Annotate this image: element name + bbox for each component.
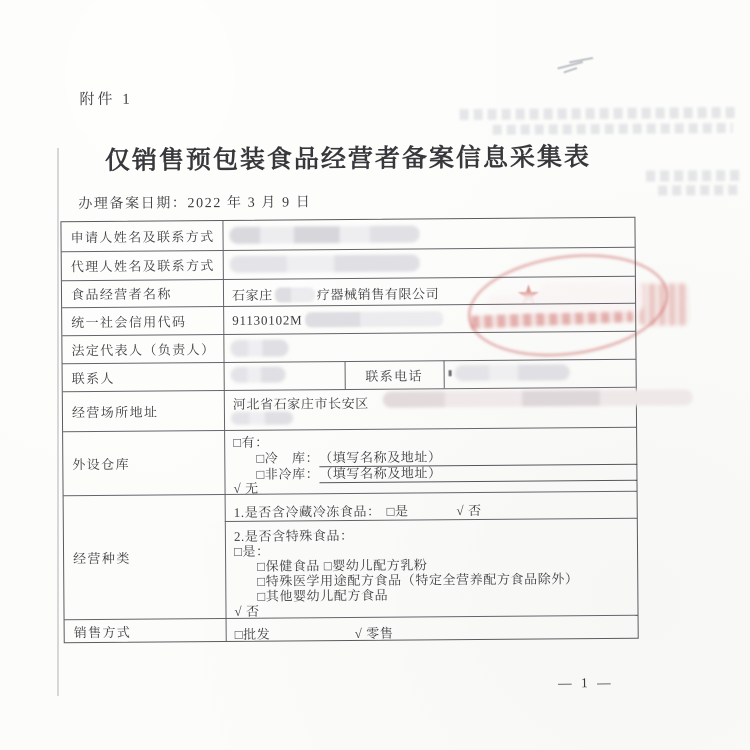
redacted-agent-value bbox=[230, 254, 420, 272]
business-q2-option-2: □特殊医学用途配方食品（特定全营养配方食品除外） bbox=[257, 571, 579, 589]
business-q2-option-3: □其他婴幼儿配方食品 bbox=[257, 587, 389, 604]
warehouse-noncold-placeholder: （填写名称及地址） bbox=[319, 465, 442, 482]
page-title: 仅销售预包装食品经营者备案信息采集表 bbox=[104, 143, 592, 175]
redacted-phone-value bbox=[455, 364, 570, 381]
row-label-applicant: 申请人姓名及联系方式 bbox=[70, 229, 215, 246]
pencil-mark-artifact bbox=[553, 55, 601, 73]
business-q1-no-checked: √ 否 bbox=[456, 502, 482, 519]
credit-code-prefix: 91130102M bbox=[232, 312, 303, 328]
business-q2-label: 2.是否含特殊食品： bbox=[233, 527, 354, 544]
sales-wholesale-checkbox: □批发 bbox=[234, 626, 271, 642]
warehouse-noncold-line bbox=[256, 461, 637, 484]
redacted-address-line1 bbox=[383, 389, 693, 407]
redacted-legal-rep-value bbox=[230, 339, 288, 356]
page-number: — 1 — bbox=[558, 674, 614, 691]
business-q2-option-1: □保健食品 □婴幼儿配方乳粉 bbox=[257, 557, 428, 574]
row-label-credit-code: 统一社会信用代码 bbox=[71, 313, 187, 330]
row-label-sales-method: 销售方式 bbox=[73, 624, 132, 641]
row-label-warehouse: 外设仓库 bbox=[72, 456, 131, 472]
sales-retail-checked: √ 零售 bbox=[354, 625, 394, 641]
operator-name-suffix: 疗器械销售有限公司 bbox=[316, 286, 440, 303]
warehouse-cold-label: □冷 库： bbox=[256, 450, 320, 466]
bleed-through-text bbox=[658, 185, 738, 196]
redacted-applicant-value bbox=[229, 225, 419, 243]
redacted-address-line2 bbox=[231, 411, 293, 424]
business-q1-line bbox=[234, 500, 482, 521]
official-seal bbox=[0, 0, 747, 3]
business-q2-yes-checkbox: □是： bbox=[233, 543, 270, 559]
address-value-prefix: 河北省石家庄市长安区 bbox=[232, 395, 369, 412]
bleed-through-text bbox=[460, 107, 738, 120]
warehouse-option-none: √ 无 bbox=[233, 480, 259, 496]
bleed-through-text bbox=[646, 170, 741, 182]
redacted-credit-code-fragment bbox=[305, 311, 443, 327]
row-label-operator: 食品经营者名称 bbox=[70, 286, 172, 303]
seal-text-blur bbox=[639, 283, 689, 325]
warehouse-noncold-fill-line bbox=[319, 461, 637, 483]
row-label-agent: 代理人姓名及联系方式 bbox=[70, 258, 215, 275]
row-label-legal-rep: 法定代表人（负责人） bbox=[71, 341, 216, 358]
bleed-through-text bbox=[493, 123, 733, 135]
phone-label: 联系电话 bbox=[365, 367, 424, 384]
row-label-address: 经营场所地址 bbox=[71, 404, 159, 420]
warehouse-noncold-label: □非冷库： bbox=[256, 466, 320, 482]
business-q2-no-checked: √ 否 bbox=[234, 603, 260, 619]
credit-code-value bbox=[232, 311, 443, 329]
warehouse-option-has: □有： bbox=[233, 434, 269, 450]
operator-name-value bbox=[232, 283, 439, 304]
business-q1-yes-checkbox: □是 bbox=[386, 503, 409, 519]
filing-date: 办理备案日期：2022 年 3 月 9 日 bbox=[78, 195, 312, 213]
row-label-business-type: 经营种类 bbox=[73, 550, 131, 566]
warehouse-cold-placeholder: （填写名称及地址） bbox=[319, 449, 442, 466]
attachment-label: 附件 1 bbox=[79, 91, 133, 109]
business-q1-label: 1.是否含冷藏冷冻食品： bbox=[233, 503, 381, 520]
operator-name-prefix: 石家庄 bbox=[231, 287, 273, 303]
form-table bbox=[60, 217, 638, 644]
phone-value-fragment bbox=[449, 370, 452, 376]
row-label-contact: 联系人 bbox=[71, 370, 115, 386]
redacted-operator-fragment bbox=[275, 287, 315, 302]
redacted-contact-value bbox=[231, 367, 286, 383]
